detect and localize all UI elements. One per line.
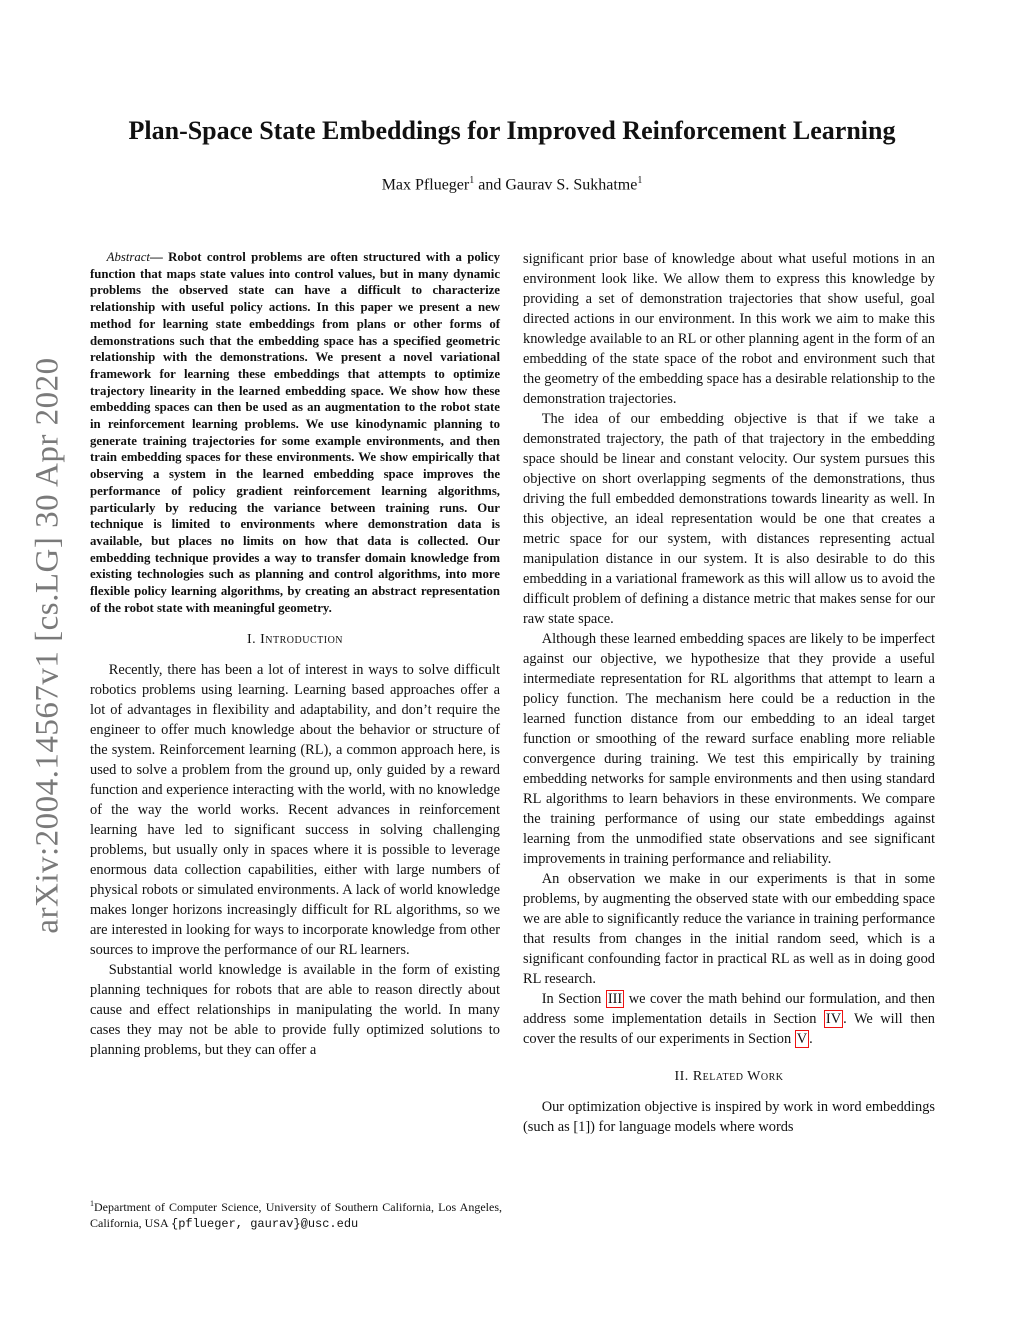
abstract-dash: — [150, 250, 169, 264]
paper-title: Plan-Space State Embeddings for Improved Reinforcement Learning [128, 116, 896, 145]
section-heading-introduction [90, 630, 500, 650]
text-run: In Section [541, 991, 606, 1007]
section-number: I. [246, 632, 261, 648]
author-2: Gaurav S. Sukhatme [505, 176, 638, 194]
section-heading-related-work [523, 1067, 935, 1087]
author-1: Max Pflueger [381, 176, 470, 194]
paragraph: An observation we make in our experiments is that in some problems, by augmenting the observed state with our embedding space we are able to significantly reduce the variance in training performance that results from changes in the initial random seed, which is a significant confounding factor in practical RL as well as in doing good RL research. [523, 871, 935, 987]
affiliation-footnote [90, 1196, 502, 1232]
footnote-mark: 1 [90, 1199, 94, 1208]
paragraph-section-overview [523, 989, 935, 1049]
abstract [90, 249, 500, 616]
paragraph: The idea of our embedding objective is that if we take a demonstrated trajectory, the path of that trajectory in the embedding space should be linear and constant velocity. Our system pursues this objective on short overlapping segments of the demonstrations, thus driving the full embedded demonstrations towards linearity as well. In this objective, an ideal representation would be one that creates a metric space for our system, with distances representing actual manipulation distance in our system. It is also desirable to do this embedding in a variational framework as this will allow us to avoid the difficult problem of defining a distance metric that makes sense for our raw state space. [523, 411, 935, 627]
abstract-text: Robot control problems are often structured with a policy function that maps state values into control values, but in many dynamic problems the observed state can have a difficult to characterize relationship with useful policy actions. In this paper we present a new method for learning state embeddings from plans or other forms of demonstrations such that the embedding space has a specified geometric relationship with the demonstrations. We present a novel variational framework for learning these embeddings that attempts to optimize trajectory linearity in the learned embedding space. We show how these embedding spaces can then be used as an augmentation to the robot state in reinforcement learning problems. We use kinodynamic planning to generate training trajectories for some example environments, and then train embedding spaces for these environments. We show empirically that observing a system in the learned embedding space improves the performance of policy gradient reinforcement learning algorithms, particularly by reducing the variance between training runs. Our technique is limited to environments where demonstration data is available, but places no limits on how that data is collected. Our embedding technique provides a way to transfer domain knowledge from existing technologies such as planning and control algorithms, into more flexible policy learning algorithms, by creating an abstract representation of the robot state with meaningful geometry. [90, 250, 500, 615]
author-2-affiliation-mark: 1 [637, 175, 643, 186]
author-separator: and [474, 176, 506, 194]
right-column [523, 249, 935, 1137]
text-run: we cover the math behind our formulation, and then address some implementation details in Section [523, 991, 935, 1027]
contact-email: {pflueger, gaurav}@usc.edu [171, 1217, 359, 1231]
author-1-affiliation-mark: 1 [469, 175, 475, 186]
footnote-text: Department of Computer Science, University of Southern California, Los Angeles, California, USA [90, 1200, 502, 1230]
section-title: Introduction [260, 632, 344, 648]
paragraph: Substantial world knowledge is available in the form of existing planning techniques for robots that are able to reason directly about cause and effect relationships in manipulating the world. In many cases they may not be able to provide fully optimized solutions to planning problems, but they can offer a [90, 962, 500, 1059]
arxiv-identifier [28, 345, 68, 945]
section-number: II. [674, 1069, 693, 1084]
abstract-label: Abstract [106, 250, 150, 264]
left-column [90, 249, 500, 1060]
section-reference-link[interactable]: V [796, 1031, 808, 1047]
section-reference-link[interactable]: III [607, 991, 623, 1007]
author-line [0, 175, 1024, 194]
section-title: Related Work [692, 1069, 784, 1084]
section-reference-link[interactable]: IV [825, 1011, 842, 1027]
paragraph: Our optimization objective is inspired by work in word embeddings (such as [1]) for language models where words [523, 1099, 935, 1135]
text-run: . [809, 1031, 813, 1047]
paragraph: Although these learned embedding spaces are likely to be imperfect against our objective, we hypothesize that they provide a useful intermediate representation for RL algorithms that attempt to learn a policy function. The mechanism here could be a reduction in the learned function distance from our embedding to an ideal target function or smoothing of the reward surface enabling more reliable convergence during training. We test this empirically by training embedding networks for sample environments and then using standard RL algorithms to learn behaviors in these environments. We compare the training performance of using our state embeddings against learning from the unmodified state observations and see significant improvements in training performance and reliability. [523, 631, 935, 867]
text-run: . We will then cover the results of our experiments in Section [523, 1011, 935, 1047]
paragraph: significant prior base of knowledge about what useful motions in an environment look like. We allow them to express this knowledge by providing a set of demonstration trajectories that show useful, goal directed actions in our environment. In this work we aim to make this knowledge available to an RL or other planning agent in the form of an embedding of the state space of the robot and environment such that the geometry of the embedding space has a desirable relationship to the demonstration trajectories. [523, 251, 935, 407]
paragraph: Recently, there has been a lot of interest in ways to solve difficult robotics problems using learning. Learning based approaches offer a lot of advantages in flexibility and adaptability, and don’t require the engineer to offer much knowledge about the behavior or structure of the system. Reinforcement learning (RL), a common approach here, is used to solve a problem from the ground up, only guided by a reward function and experience interacting with the world, with no knowledge of the way the world works. Recent advances in reinforcement learning have led to significant success in solving challenging problems, but usually only in spaces where it is possible to leverage enormous data collection capabilities, either with large numbers of physical robots or simulated environments. A lack of world knowledge makes longer horizons increasingly difficult for RL algorithms, so we are interested in looking for ways to incorporate knowledge from other sources to improve the performance of our RL learners. [90, 662, 500, 959]
arxiv-identifier-text: arXiv:2004.14567v1 [cs.LG] 30 Apr 2020 [29, 356, 66, 934]
